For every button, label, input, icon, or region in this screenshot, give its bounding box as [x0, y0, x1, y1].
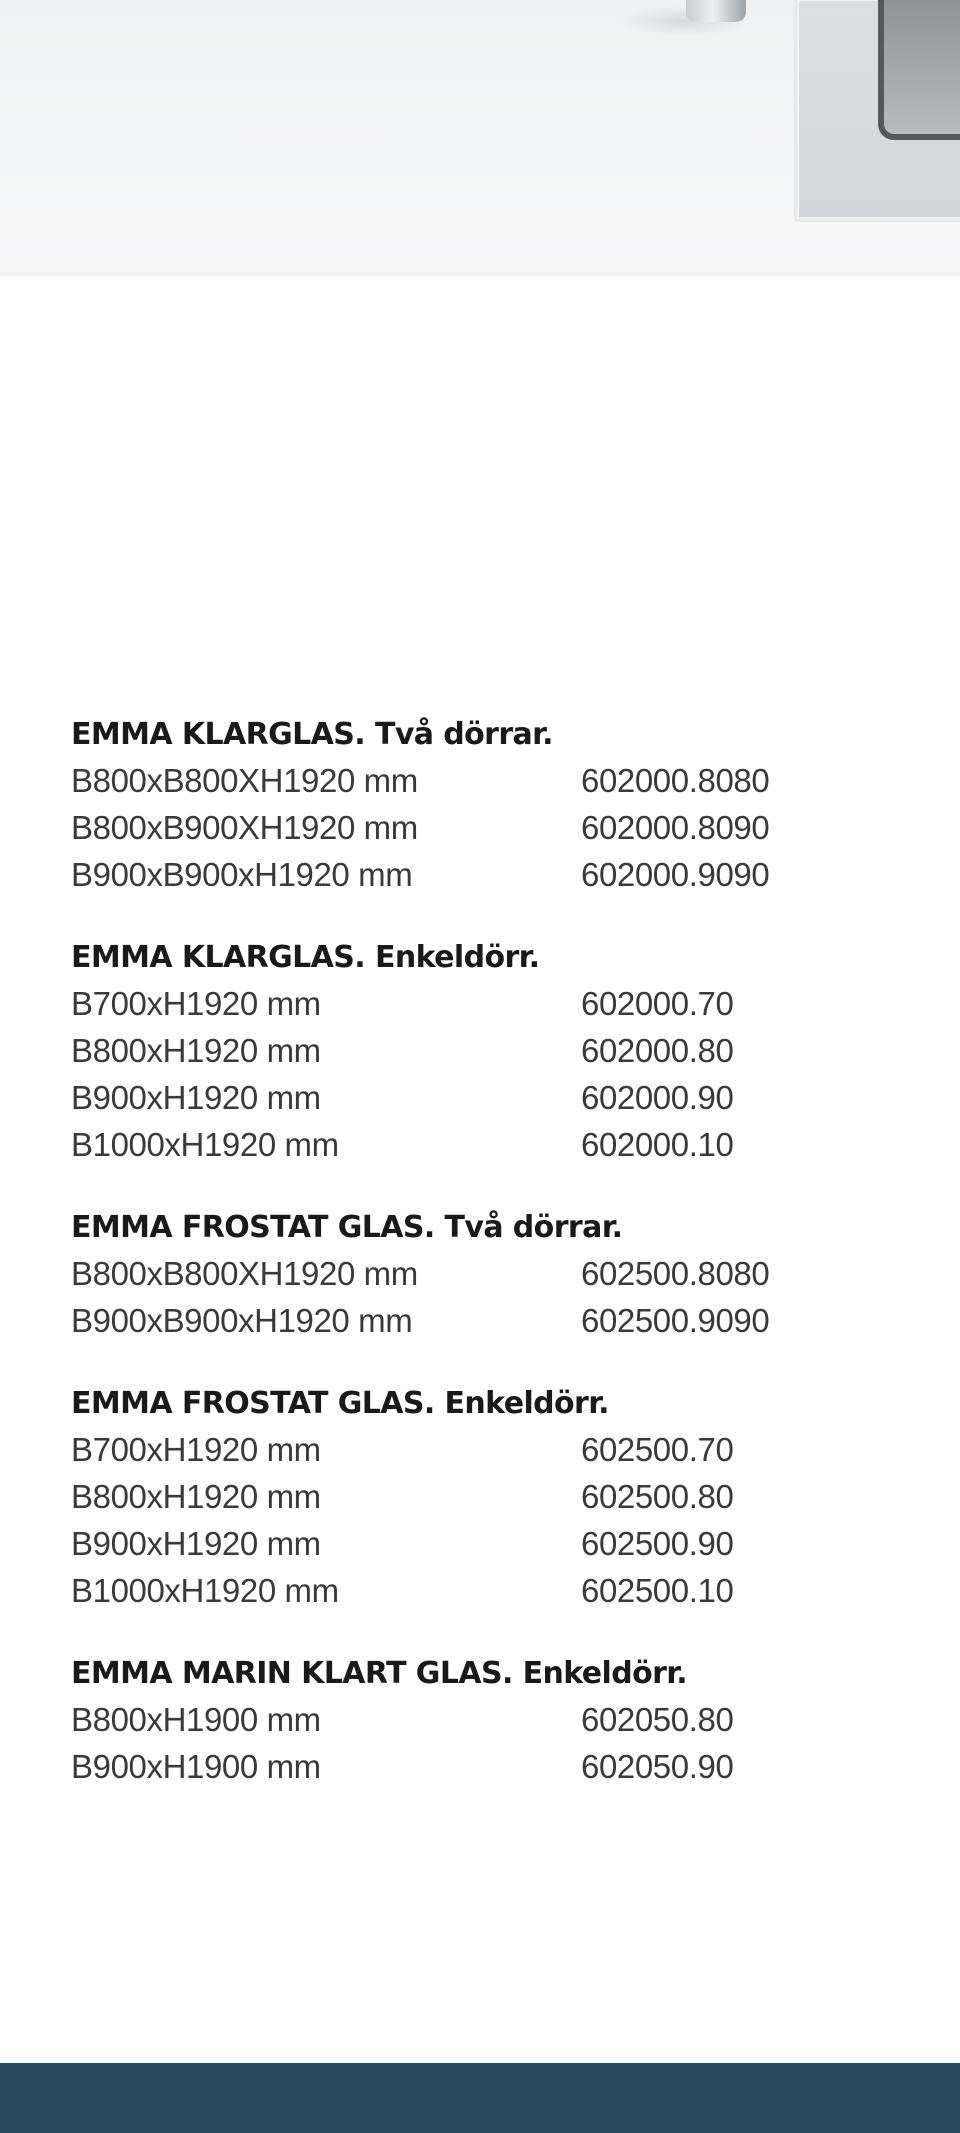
product-photo — [0, 0, 960, 276]
article-number: 602500.90 — [581, 1525, 734, 1562]
product-row — [71, 1250, 831, 1297]
product-row — [71, 1121, 831, 1168]
product-row — [71, 757, 831, 804]
product-row — [71, 1520, 831, 1567]
product-group — [71, 713, 831, 898]
product-row — [71, 851, 831, 898]
group-title: EMMA FROSTAT GLAS. Enkeldörr. — [71, 1386, 609, 1421]
dimension-label: B900xH1920 mm — [71, 1525, 321, 1562]
article-number: 602000.10 — [581, 1126, 734, 1163]
product-group — [71, 1382, 831, 1614]
product-row — [71, 980, 831, 1027]
group-title: EMMA KLARGLAS. Enkeldörr. — [71, 940, 540, 975]
group-title: EMMA MARIN KLART GLAS. Enkeldörr. — [71, 1656, 688, 1691]
article-number: 602000.90 — [581, 1079, 734, 1116]
dimension-label: B1000xH1920 mm — [71, 1572, 339, 1609]
group-title: EMMA FROSTAT GLAS. Två dörrar. — [71, 1210, 623, 1245]
dimension-label: B800xB900XH1920 mm — [71, 809, 418, 846]
product-list — [71, 713, 831, 1828]
dimension-label: B900xB900xH1920 mm — [71, 856, 413, 893]
chrome-fixture — [686, 0, 746, 22]
dimension-label: B800xH1920 mm — [71, 1032, 321, 1069]
door-frame — [878, 0, 960, 140]
product-row — [71, 1696, 831, 1743]
dimension-label: B700xH1920 mm — [71, 985, 321, 1022]
product-row — [71, 1297, 831, 1344]
product-group — [71, 1206, 831, 1344]
product-row — [71, 1426, 831, 1473]
article-number: 602000.8080 — [581, 762, 770, 799]
dimension-label: B900xH1920 mm — [71, 1079, 321, 1116]
dimension-label: B800xH1920 mm — [71, 1478, 321, 1515]
product-row — [71, 1027, 831, 1074]
article-number: 602500.70 — [581, 1431, 734, 1468]
footer-bar — [0, 2063, 960, 2133]
group-title: EMMA KLARGLAS. Två dörrar. — [71, 717, 553, 752]
article-number: 602000.70 — [581, 985, 734, 1022]
dimension-label: B800xH1900 mm — [71, 1701, 321, 1738]
product-group — [71, 936, 831, 1168]
product-row — [71, 1567, 831, 1614]
article-number: 602500.10 — [581, 1572, 734, 1609]
product-row — [71, 1743, 831, 1790]
floor-line — [0, 272, 960, 276]
dimension-label: B900xB900xH1920 mm — [71, 1302, 413, 1339]
article-number: 602050.90 — [581, 1748, 734, 1785]
article-number: 602000.9090 — [581, 856, 770, 893]
article-number: 602500.8080 — [581, 1255, 770, 1292]
article-number: 602500.9090 — [581, 1302, 770, 1339]
product-row — [71, 1473, 831, 1520]
article-number: 602000.80 — [581, 1032, 734, 1069]
article-number: 602000.8090 — [581, 809, 770, 846]
article-number: 602050.80 — [581, 1701, 734, 1738]
dimension-label: B700xH1920 mm — [71, 1431, 321, 1468]
article-number: 602500.80 — [581, 1478, 734, 1515]
dimension-label: B800xB800XH1920 mm — [71, 762, 418, 799]
dimension-label: B800xB800XH1920 mm — [71, 1255, 418, 1292]
product-group — [71, 1652, 831, 1790]
product-row — [71, 1074, 831, 1121]
dimension-label: B900xH1900 mm — [71, 1748, 321, 1785]
product-row — [71, 804, 831, 851]
dimension-label: B1000xH1920 mm — [71, 1126, 339, 1163]
